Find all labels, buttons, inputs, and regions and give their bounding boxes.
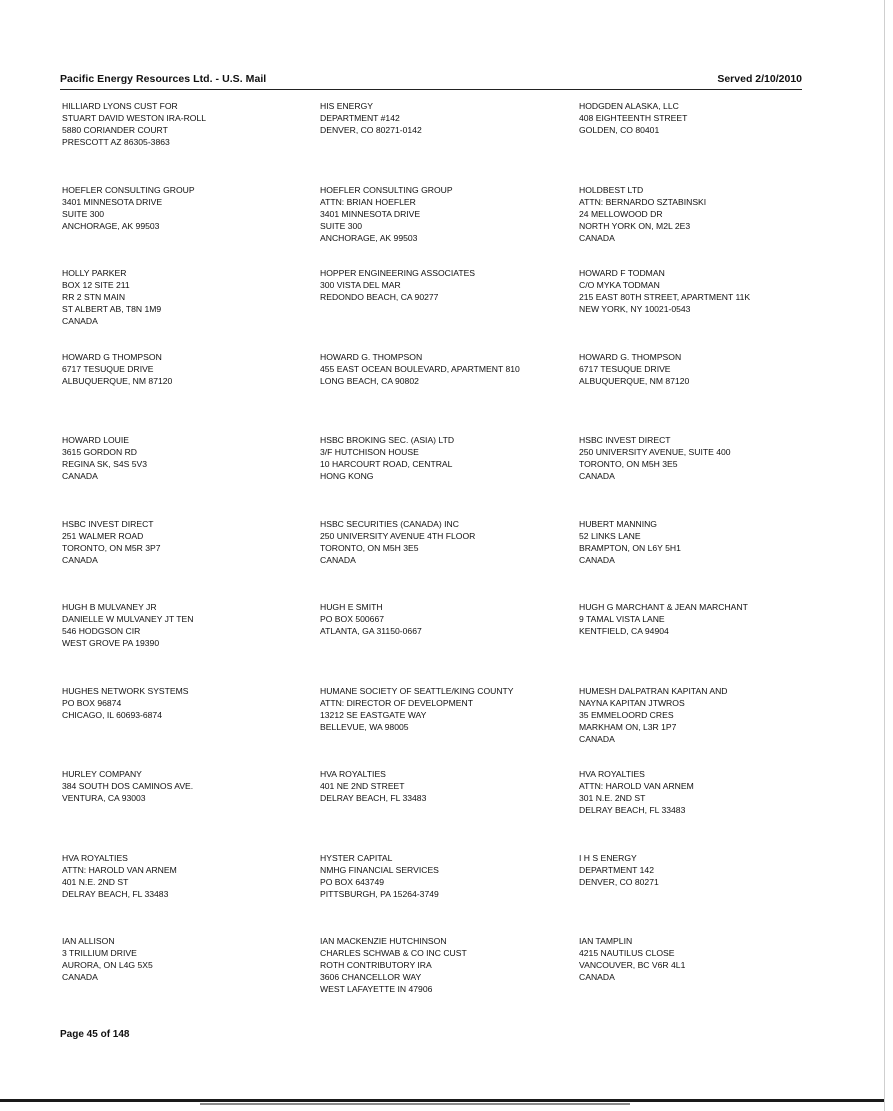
- address-line: HOLLY PARKER: [62, 268, 127, 278]
- address-entry: [62, 184, 312, 232]
- address-line: IAN MACKENZIE HUTCHINSON: [320, 936, 447, 946]
- address-line: BOX 12 SITE 211: [62, 280, 130, 290]
- address-entry: [62, 434, 312, 482]
- address-line: ATTN: HAROLD VAN ARNEM: [62, 865, 177, 875]
- address-line: WEST LAFAYETTE IN 47906: [320, 984, 433, 994]
- address-line: HUBERT MANNING: [579, 519, 657, 529]
- address-entry: [579, 601, 829, 637]
- address-line: CANADA: [579, 233, 615, 243]
- address-line: DANIELLE W MULVANEY JT TEN: [62, 614, 194, 624]
- address-line: CANADA: [579, 471, 615, 481]
- address-line: HODGDEN ALASKA, LLC: [579, 101, 679, 111]
- address-line: DELRAY BEACH, FL 33483: [62, 889, 169, 899]
- address-entry: [62, 518, 312, 566]
- address-line: 250 UNIVERSITY AVENUE, SUITE 400: [579, 447, 731, 457]
- address-line: HOWARD G. THOMPSON: [579, 352, 682, 362]
- address-line: RR 2 STN MAIN: [62, 292, 126, 302]
- address-line: HSBC BROKING SEC. (ASIA) LTD: [320, 435, 455, 445]
- address-line: 24 MELLOWOOD DR: [579, 209, 663, 219]
- address-line: DENVER, CO 80271: [579, 877, 659, 887]
- address-entry: [579, 351, 829, 387]
- address-line: VENTURA, CA 93003: [62, 793, 146, 803]
- address-line: 6717 TESUQUE DRIVE: [579, 364, 671, 374]
- address-line: HVA ROYALTIES: [62, 853, 128, 863]
- address-line: HYSTER CAPITAL: [320, 853, 393, 863]
- address-line: 6717 TESUQUE DRIVE: [62, 364, 154, 374]
- document-header: [60, 70, 802, 90]
- served-date: Served 2/10/2010: [717, 73, 802, 85]
- address-entry: [62, 685, 312, 721]
- address-line: HOWARD G. THOMPSON: [320, 352, 423, 362]
- address-line: 13212 SE EASTGATE WAY: [320, 710, 427, 720]
- address-line: 3/F HUTCHISON HOUSE: [320, 447, 419, 457]
- address-line: CANADA: [62, 316, 98, 326]
- address-line: HUGH B MULVANEY JR: [62, 602, 157, 612]
- address-line: HSBC INVEST DIRECT: [579, 435, 671, 445]
- page-number: Page 45 of 148: [60, 1029, 130, 1040]
- address-line: ATTN: BERNARDO SZTABINSKI: [579, 197, 707, 207]
- address-line: NMHG FINANCIAL SERVICES: [320, 865, 439, 875]
- address-line: PO BOX 500667: [320, 614, 385, 624]
- address-line: 5880 CORIANDER COURT: [62, 125, 168, 135]
- address-entry: [579, 768, 829, 816]
- address-line: NAYNA KAPITAN JTWROS: [579, 698, 685, 708]
- address-line: STUART DAVID WESTON IRA-ROLL: [62, 113, 207, 123]
- address-line: 52 LINKS LANE: [579, 531, 641, 541]
- address-line: HVA ROYALTIES: [579, 769, 645, 779]
- address-line: SUITE 300: [320, 221, 363, 231]
- address-line: NORTH YORK ON, M2L 2E3: [579, 221, 691, 231]
- scan-edge-shadow: [200, 1103, 630, 1105]
- address-entry: [320, 351, 570, 387]
- address-entry: [320, 518, 570, 566]
- address-line: HUGH E SMITH: [320, 602, 383, 612]
- address-line: TORONTO, ON M5H 3E5: [320, 543, 419, 553]
- page-edge: [884, 0, 885, 1111]
- address-line: VANCOUVER, BC V6R 4L1: [579, 960, 686, 970]
- address-line: HUMESH DALPATRAN KAPITAN AND: [579, 686, 728, 696]
- address-line: HUGHES NETWORK SYSTEMS: [62, 686, 189, 696]
- address-line: 3401 MINNESOTA DRIVE: [320, 209, 421, 219]
- address-line: GOLDEN, CO 80401: [579, 125, 660, 135]
- address-line: CANADA: [62, 471, 98, 481]
- address-line: CANADA: [62, 972, 98, 982]
- address-line: ATTN: DIRECTOR OF DEVELOPMENT: [320, 698, 473, 708]
- address-entry: [320, 184, 570, 244]
- address-entry: [579, 852, 829, 888]
- address-entry: [579, 100, 829, 136]
- address-entry: [320, 852, 570, 900]
- address-line: 3 TRILLIUM DRIVE: [62, 948, 137, 958]
- scan-edge-bar: [0, 1099, 884, 1102]
- address-line: HOLDBEST LTD: [579, 185, 644, 195]
- address-entry: [320, 601, 570, 637]
- address-line: CANADA: [579, 555, 615, 565]
- address-line: HURLEY COMPANY: [62, 769, 142, 779]
- address-line: HOWARD F TODMAN: [579, 268, 665, 278]
- address-line: DEPARTMENT #142: [320, 113, 400, 123]
- address-line: LONG BEACH, CA 90802: [320, 376, 419, 386]
- address-line: BRAMPTON, ON L6Y 5H1: [579, 543, 681, 553]
- address-line: I H S ENERGY: [579, 853, 637, 863]
- address-entry: [62, 852, 312, 900]
- address-line: ATTN: BRIAN HOEFLER: [320, 197, 416, 207]
- address-entry: [62, 100, 312, 148]
- address-entry: [579, 184, 829, 244]
- address-line: MARKHAM ON, L3R 1P7: [579, 722, 677, 732]
- address-line: 250 UNIVERSITY AVENUE 4TH FLOOR: [320, 531, 476, 541]
- address-entry: [62, 351, 312, 387]
- address-line: REDONDO BEACH, CA 90277: [320, 292, 439, 302]
- address-line: HSBC INVEST DIRECT: [62, 519, 154, 529]
- address-line: ROTH CONTRIBUTORY IRA: [320, 960, 432, 970]
- address-line: 401 N.E. 2ND ST: [62, 877, 129, 887]
- address-entry: [579, 267, 829, 315]
- address-entry: [579, 518, 829, 566]
- address-entry: [320, 267, 570, 303]
- address-line: CANADA: [579, 734, 615, 744]
- address-line: C/O MYKA TODMAN: [579, 280, 660, 290]
- header-divider: [60, 89, 802, 90]
- address-line: HOWARD G THOMPSON: [62, 352, 162, 362]
- address-line: 251 WALMER ROAD: [62, 531, 144, 541]
- address-entry: [579, 434, 829, 482]
- address-line: HONG KONG: [320, 471, 374, 481]
- address-line: HOPPER ENGINEERING ASSOCIATES: [320, 268, 476, 278]
- address-line: ALBUQUERQUE, NM 87120: [62, 376, 173, 386]
- address-line: DEPARTMENT 142: [579, 865, 654, 875]
- address-line: HSBC SECURITIES (CANADA) INC: [320, 519, 459, 529]
- address-line: ANCHORAGE, AK 99503: [62, 221, 160, 231]
- address-line: IAN TAMPLIN: [579, 936, 633, 946]
- address-line: ALBUQUERQUE, NM 87120: [579, 376, 690, 386]
- address-line: HILLIARD LYONS CUST FOR: [62, 101, 178, 111]
- address-line: 455 EAST OCEAN BOULEVARD, APARTMENT 810: [320, 364, 520, 374]
- address-line: ATTN: HAROLD VAN ARNEM: [579, 781, 694, 791]
- address-line: 3615 GORDON RD: [62, 447, 137, 457]
- address-line: DENVER, CO 80271-0142: [320, 125, 422, 135]
- address-line: NEW YORK, NY 10021-0543: [579, 304, 691, 314]
- address-line: IAN ALLISON: [62, 936, 115, 946]
- address-entry: [579, 685, 829, 745]
- address-line: 9 TAMAL VISTA LANE: [579, 614, 665, 624]
- address-line: TORONTO, ON M5R 3P7: [62, 543, 161, 553]
- address-line: KENTFIELD, CA 94904: [579, 626, 669, 636]
- address-line: CANADA: [62, 555, 98, 565]
- address-line: WEST GROVE PA 19390: [62, 638, 160, 648]
- address-line: 10 HARCOURT ROAD, CENTRAL: [320, 459, 453, 469]
- address-line: PITTSBURGH, PA 15264-3749: [320, 889, 439, 899]
- address-entry: [320, 768, 570, 804]
- address-line: 384 SOUTH DOS CAMINOS AVE.: [62, 781, 194, 791]
- address-line: AURORA, ON L4G 5X5: [62, 960, 153, 970]
- address-line: ST ALBERT AB, T8N 1M9: [62, 304, 162, 314]
- address-line: 401 NE 2ND STREET: [320, 781, 405, 791]
- address-line: 408 EIGHTEENTH STREET: [579, 113, 688, 123]
- address-line: HOEFLER CONSULTING GROUP: [62, 185, 195, 195]
- address-line: CHICAGO, IL 60693-6874: [62, 710, 162, 720]
- address-line: SUITE 300: [62, 209, 105, 219]
- address-line: HVA ROYALTIES: [320, 769, 386, 779]
- address-line: DELRAY BEACH, FL 33483: [320, 793, 427, 803]
- address-line: PO BOX 96874: [62, 698, 122, 708]
- address-line: PO BOX 643749: [320, 877, 385, 887]
- address-line: HOWARD LOUIE: [62, 435, 130, 445]
- address-line: HOEFLER CONSULTING GROUP: [320, 185, 453, 195]
- address-line: 301 N.E. 2ND ST: [579, 793, 646, 803]
- document-title: Pacific Energy Resources Ltd. - U.S. Mail: [60, 73, 267, 85]
- address-line: 546 HODGSON CIR: [62, 626, 141, 636]
- address-entry: [320, 434, 570, 482]
- address-line: ATLANTA, GA 31150-0667: [320, 626, 422, 636]
- address-line: ANCHORAGE, AK 99503: [320, 233, 418, 243]
- address-entry: [62, 601, 312, 649]
- address-entry: [62, 935, 312, 983]
- address-line: CANADA: [579, 972, 615, 982]
- address-line: HUGH G MARCHANT & JEAN MARCHANT: [579, 602, 748, 612]
- address-line: DELRAY BEACH, FL 33483: [579, 805, 686, 815]
- address-entry: [320, 685, 570, 733]
- address-line: 300 VISTA DEL MAR: [320, 280, 401, 290]
- address-line: REGINA SK, S4S 5V3: [62, 459, 148, 469]
- address-line: HUMANE SOCIETY OF SEATTLE/KING COUNTY: [320, 686, 514, 696]
- address-line: PRESCOTT AZ 86305-3863: [62, 137, 170, 147]
- address-entry: [579, 935, 829, 983]
- address-entry: [62, 768, 312, 804]
- address-line: TORONTO, ON M5H 3E5: [579, 459, 678, 469]
- address-line: BELLEVUE, WA 98005: [320, 722, 409, 732]
- address-entry: [320, 100, 570, 136]
- address-line: 4215 NAUTILUS CLOSE: [579, 948, 675, 958]
- address-line: CANADA: [320, 555, 356, 565]
- address-line: 3606 CHANCELLOR WAY: [320, 972, 422, 982]
- address-line: 3401 MINNESOTA DRIVE: [62, 197, 163, 207]
- address-entry: [320, 935, 570, 995]
- address-line: 35 EMMELOORD CRES: [579, 710, 674, 720]
- address-line: CHARLES SCHWAB & CO INC CUST: [320, 948, 467, 958]
- address-line: HIS ENERGY: [320, 101, 374, 111]
- address-entry: [62, 267, 312, 327]
- address-line: 215 EAST 80TH STREET, APARTMENT 11K: [579, 292, 751, 302]
